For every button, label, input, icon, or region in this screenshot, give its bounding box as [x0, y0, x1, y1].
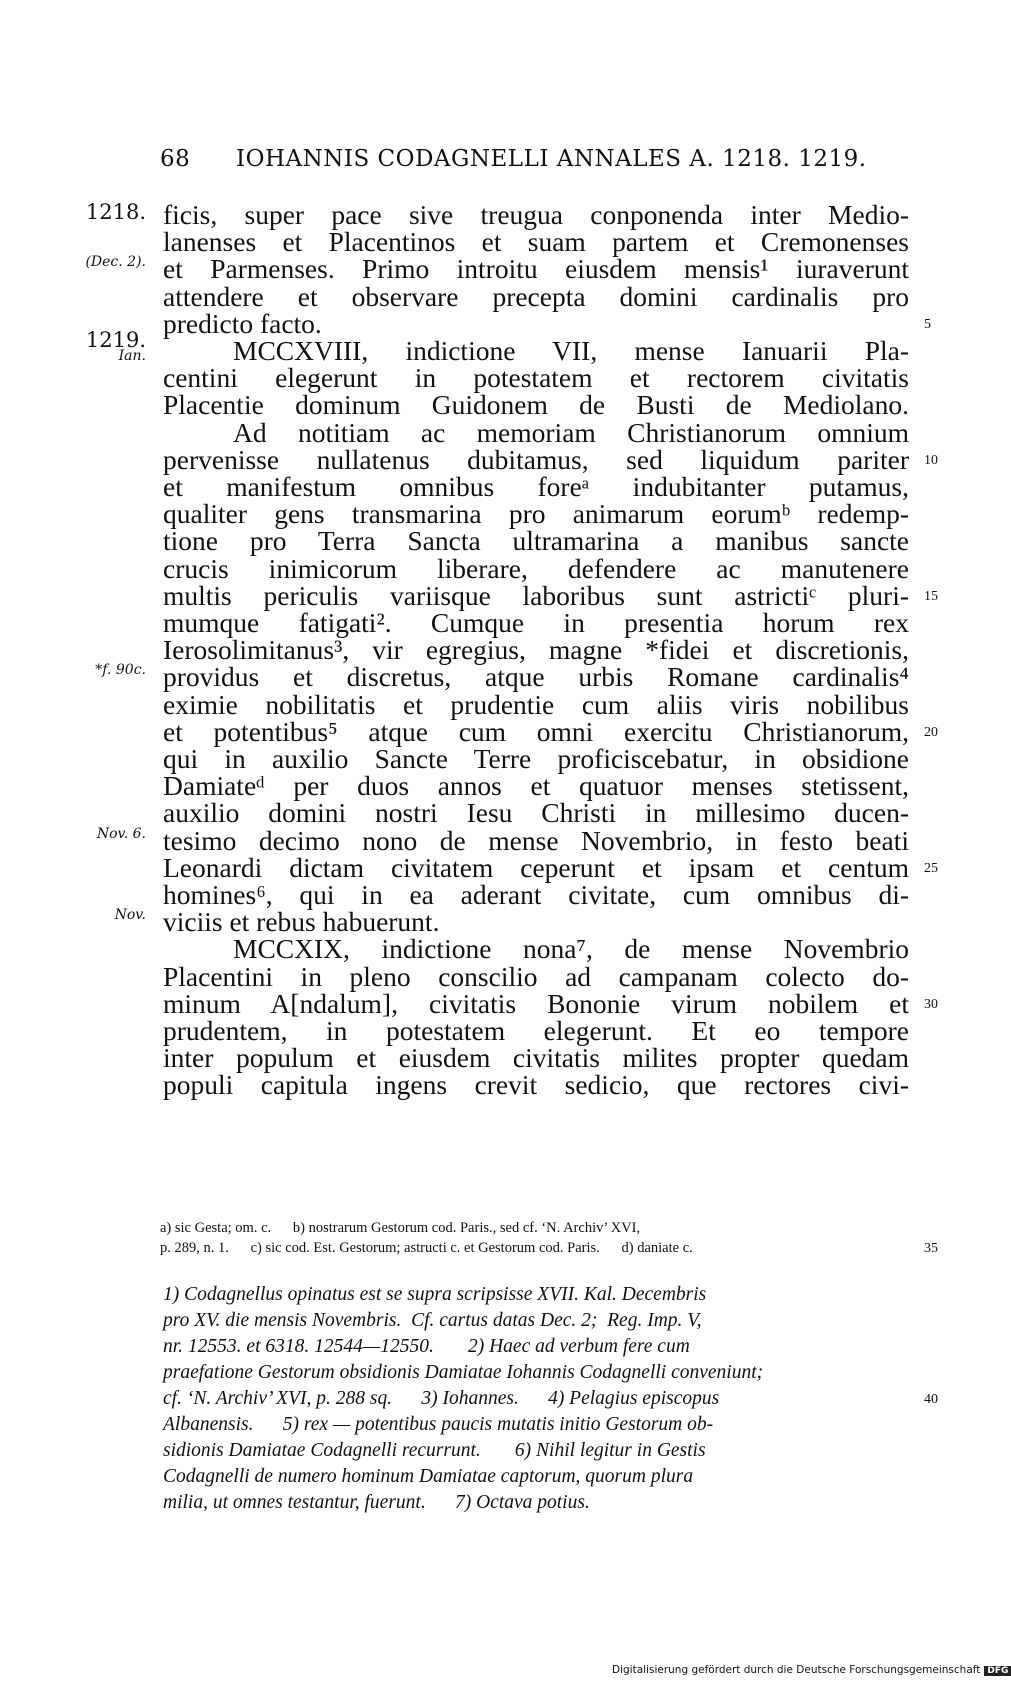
- text-line: predicto facto.: [163, 307, 322, 339]
- footnote-line: Codagnelli de numero hominum Damiatae captorum, quorum plura: [163, 1466, 694, 1487]
- margin-date: Nov.: [114, 907, 146, 924]
- text-line: MCCXVIII, indictione VII, mense Ianuarii Pla-: [233, 335, 909, 366]
- text-line: viciis et rebus habuerunt.: [163, 906, 440, 938]
- text-line: populi capitula ingens crevit sedicio, que rectores civi-: [163, 1069, 909, 1101]
- line-number: 5: [924, 316, 931, 332]
- text-line: qualiter gens transmarina pro animarum eorumᵇ redemp-: [163, 498, 909, 530]
- dfg-logo: DFG: [984, 1666, 1011, 1676]
- text-line: tesimo decimo nono de mense Novembrio, in festo beati: [163, 824, 909, 856]
- footnote-line: nr. 12553. et 6318. 12544—12550. 2) Haec ad verbum fere cum: [163, 1336, 690, 1357]
- text-line: Leonardi dictam civitatem ceperunt et ipsam et centum: [163, 851, 909, 883]
- line-number: 10: [924, 452, 938, 468]
- footnote-line: Albanensis. 5) rex — potentibus paucis mutatis initio Gestorum ob-: [163, 1414, 714, 1435]
- text-line: et potentibus⁵ atque cum omni exercitu Christianorum,: [163, 715, 909, 747]
- text-line: homines⁶, qui in ea aderant civitate, cum omnibus di-: [163, 879, 909, 910]
- text-line: qui in auxilio Sancte Terre proficiscebatur, in obsidione: [163, 743, 909, 774]
- text-line: et manifestum omnibus foreᵃ indubitanter putamus,: [163, 471, 909, 502]
- digitization-credit: [612, 1664, 1011, 1676]
- line-number: 40: [924, 1392, 938, 1407]
- margin-date: Nov. 6.: [96, 825, 146, 842]
- margin-date: 1219.: [85, 327, 146, 352]
- text-line: multis periculis variisque laboribus sunt astrictiᶜ pluri-: [163, 579, 909, 611]
- page-number: 68: [160, 146, 191, 172]
- footnote-line: sidionis Damiatae Codagnelli recurrunt. 6) Nihil legitur in Gestis: [163, 1440, 706, 1461]
- text-line: centini elegerunt in potestatem et rectorem civitatis: [163, 362, 909, 394]
- text-line: lanenses et Placentinos et suam partem et Cremonenses: [163, 226, 909, 258]
- text-line: providus et discretus, atque urbis Romane cardinalis⁴: [163, 661, 909, 693]
- line-number: 25: [924, 860, 938, 876]
- margin-date: 1218.: [85, 200, 146, 224]
- running-header: [160, 146, 867, 172]
- text-line: Ierosolimitanus³, vir egregius, magne *fidei et discretionis,: [163, 634, 909, 666]
- margin-date: (Dec. 2).: [85, 254, 146, 271]
- apparatus-line: a) sic Gesta; om. c. b) nostrarum Gestorum cod. Paris., sed cf. ‘N. Archiv’ XVI,: [160, 1220, 641, 1236]
- line-number: 35: [924, 1241, 938, 1256]
- apparatus-line: p. 289, n. 1. c) sic cod. Est. Gestorum; astructi c. et Gestorum cod. Paris. d) daniate c.: [160, 1240, 693, 1256]
- text-line: crucis inimicorum liberare, defendere ac manutenere: [163, 552, 909, 584]
- line-number: 30: [924, 996, 938, 1012]
- margin-date: *f. 90c.: [95, 662, 146, 679]
- text-line: Ad notitiam ac memoriam Christianorum omnium: [233, 416, 909, 448]
- text-line: auxilio domini nostri Iesu Christi in millesimo ducen-: [163, 797, 909, 829]
- line-number: 15: [924, 588, 938, 604]
- text-line: et Parmenses. Primo introitu eiusdem mensis¹ iuraverunt: [163, 253, 909, 285]
- footnote-line: cf. ‘N. Archiv’ XVI, p. 288 sq. 3) Iohannes. 4) Pelagius episcopus: [163, 1388, 720, 1409]
- text-line: Placentini in pleno conscilio ad campanam colecto do-: [163, 960, 909, 992]
- text-line: pervenisse nullatenus dubitamus, sed liquidum pariter: [163, 443, 909, 475]
- text-line: inter populum et eiusdem civitatis milites propter quedam: [163, 1042, 909, 1074]
- credit-text: Digitalisierung gefördert durch die Deutsche Forschungsgemeinschaft: [612, 1664, 981, 1676]
- running-title: IOHANNIS CODAGNELLI ANNALES A. 1218. 1219.: [236, 146, 867, 172]
- text-line: ficis, super pace sive treugua conponenda inter Medio-: [163, 199, 909, 230]
- line-number: 20: [924, 724, 938, 740]
- text-line: MCCXIX, indictione nona⁷, de mense Novembrio: [233, 933, 909, 965]
- footnote-line: praefatione Gestorum obsidionis Damiatae Iohannis Codagnelli conveniunt;: [163, 1362, 764, 1383]
- text-line: Placentie dominum Guidonem de Busti de Mediolano.: [163, 389, 909, 421]
- text-line: minum A[ndalum], civitatis Bononie virum nobilem et: [163, 987, 909, 1019]
- text-line: eximie nobilitatis et prudentie cum aliis viris nobilibus: [163, 688, 909, 720]
- text-line: prudentem, in potestatem elegerunt. Et eo tempore: [163, 1015, 909, 1046]
- footnote-line: pro XV. die mensis Novembris. Cf. cartus datas Dec. 2; Reg. Imp. V,: [163, 1310, 702, 1331]
- text-line: Damiateᵈ per duos annos et quatuor menses stetissent,: [163, 770, 909, 802]
- text-line: mumque fatigati². Cumque in presentia horum rex: [163, 607, 909, 638]
- footnote-line: 1) Codagnellus opinatus est se supra scripsisse XVII. Kal. Decembris: [163, 1284, 707, 1305]
- footnote-line: milia, ut omnes testantur, fuerunt. 7) Octava potius.: [163, 1492, 590, 1513]
- text-line: attendere et observare precepta domini cardinalis pro: [163, 280, 909, 312]
- margin-date: Ian.: [118, 348, 146, 365]
- text-line: tione pro Terra Sancta ultramarina a manibus sancte: [163, 525, 909, 557]
